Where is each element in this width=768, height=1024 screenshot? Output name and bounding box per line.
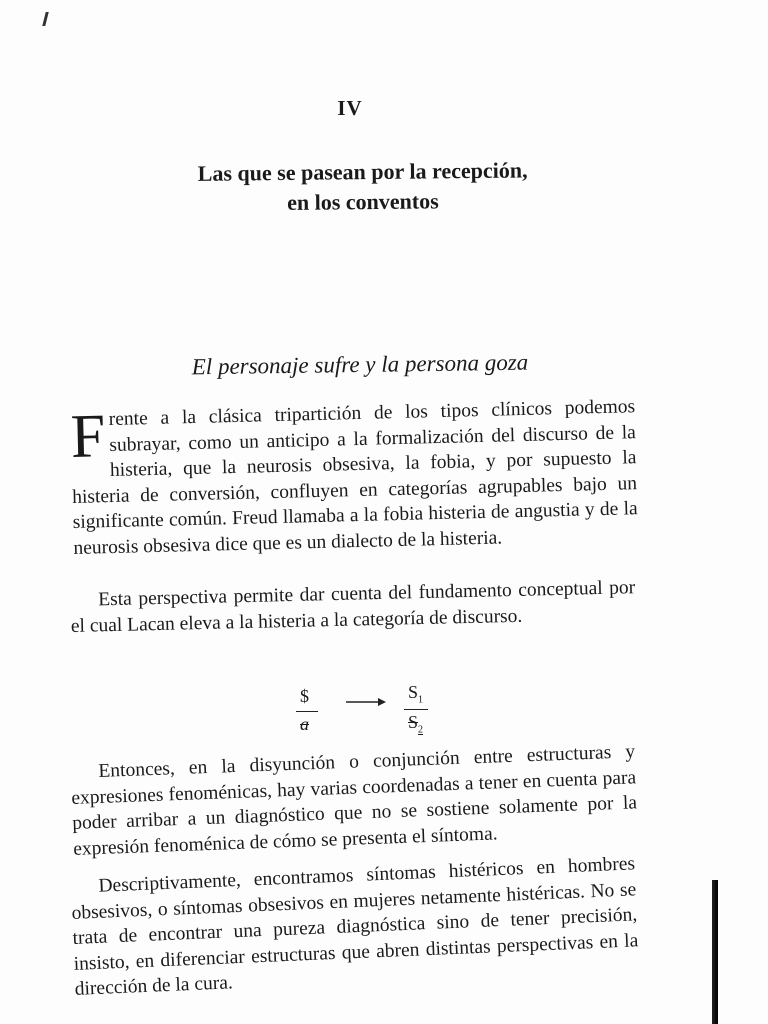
formula-s2-subscript: 2 [418, 724, 424, 736]
chapter-number: IV [337, 96, 363, 120]
corner-ink-mark [42, 12, 48, 26]
discourse-formula [290, 680, 450, 750]
formula-object-a: a [300, 714, 309, 734]
formula-s1-letter: S [408, 682, 419, 702]
paragraph-3-text: Entonces, en la disyunción o conjunción entre estructuras y expresiones fenoménicas, hay varias coordenadas a tener en cuenta para poder arribar a un diagnóstico que no se sostiene solamente por la expresión fenoménica de cómo se presenta el síntoma. [71, 741, 638, 860]
drop-cap: F [69, 402, 107, 471]
paragraph-1-text: rente a la clásica tripartición de los tipos clínicos podemos subrayar, como un anticipo a la formalización del discurso de la histeria, que la neurosis obsesiva, la fobia, y por supuesto la histeria de conversión, confluyen en categorías agrupables bajo un significante común. Freud llamaba a la fobia histeria de angustia y de la neurosis obsesiva dice que es un dialecto de la histeria. [71, 396, 638, 559]
section-heading: El personaje sufre y la persona goza [191, 349, 529, 380]
formula-s2-letter: S [408, 712, 419, 732]
formula-fraction-bar-right [404, 709, 428, 710]
chapter-title [90, 154, 636, 220]
paragraph-4-text: Descriptivamente, encontramos síntomas histéricos en hombres obsesivos, o síntomas obsesivos en mujeres netamente histéricas. No se trata de encontrar una pureza diagnóstica sino de tener precisión, insisto, en diferenciar estructuras que abren distintas perspectivas en la dirección de la cura. [71, 853, 639, 1000]
formula-s1-subscript: 1 [418, 694, 424, 706]
arrow-right-icon [346, 696, 386, 708]
paragraph-4 [70, 851, 640, 1002]
chapter-title-line-2: en los conventos [287, 188, 439, 215]
formula-s1 [408, 682, 423, 706]
paragraph-1 [70, 394, 639, 561]
formula-barred-subject: $ [300, 686, 309, 706]
paragraph-2 [70, 575, 636, 639]
paragraph-2-text: Esta perspectiva permite dar cuenta del fundamento conceptual por el cual Lacan eleva a la histeria a la categoría de discurso. [70, 577, 636, 637]
paragraph-3 [70, 739, 638, 862]
chapter-title-line-1: Las que se pasean por la recepción, [197, 157, 528, 186]
formula-s2 [408, 712, 423, 736]
page-edge-shadow [712, 880, 718, 1024]
formula-fraction-bar-left [296, 711, 318, 712]
